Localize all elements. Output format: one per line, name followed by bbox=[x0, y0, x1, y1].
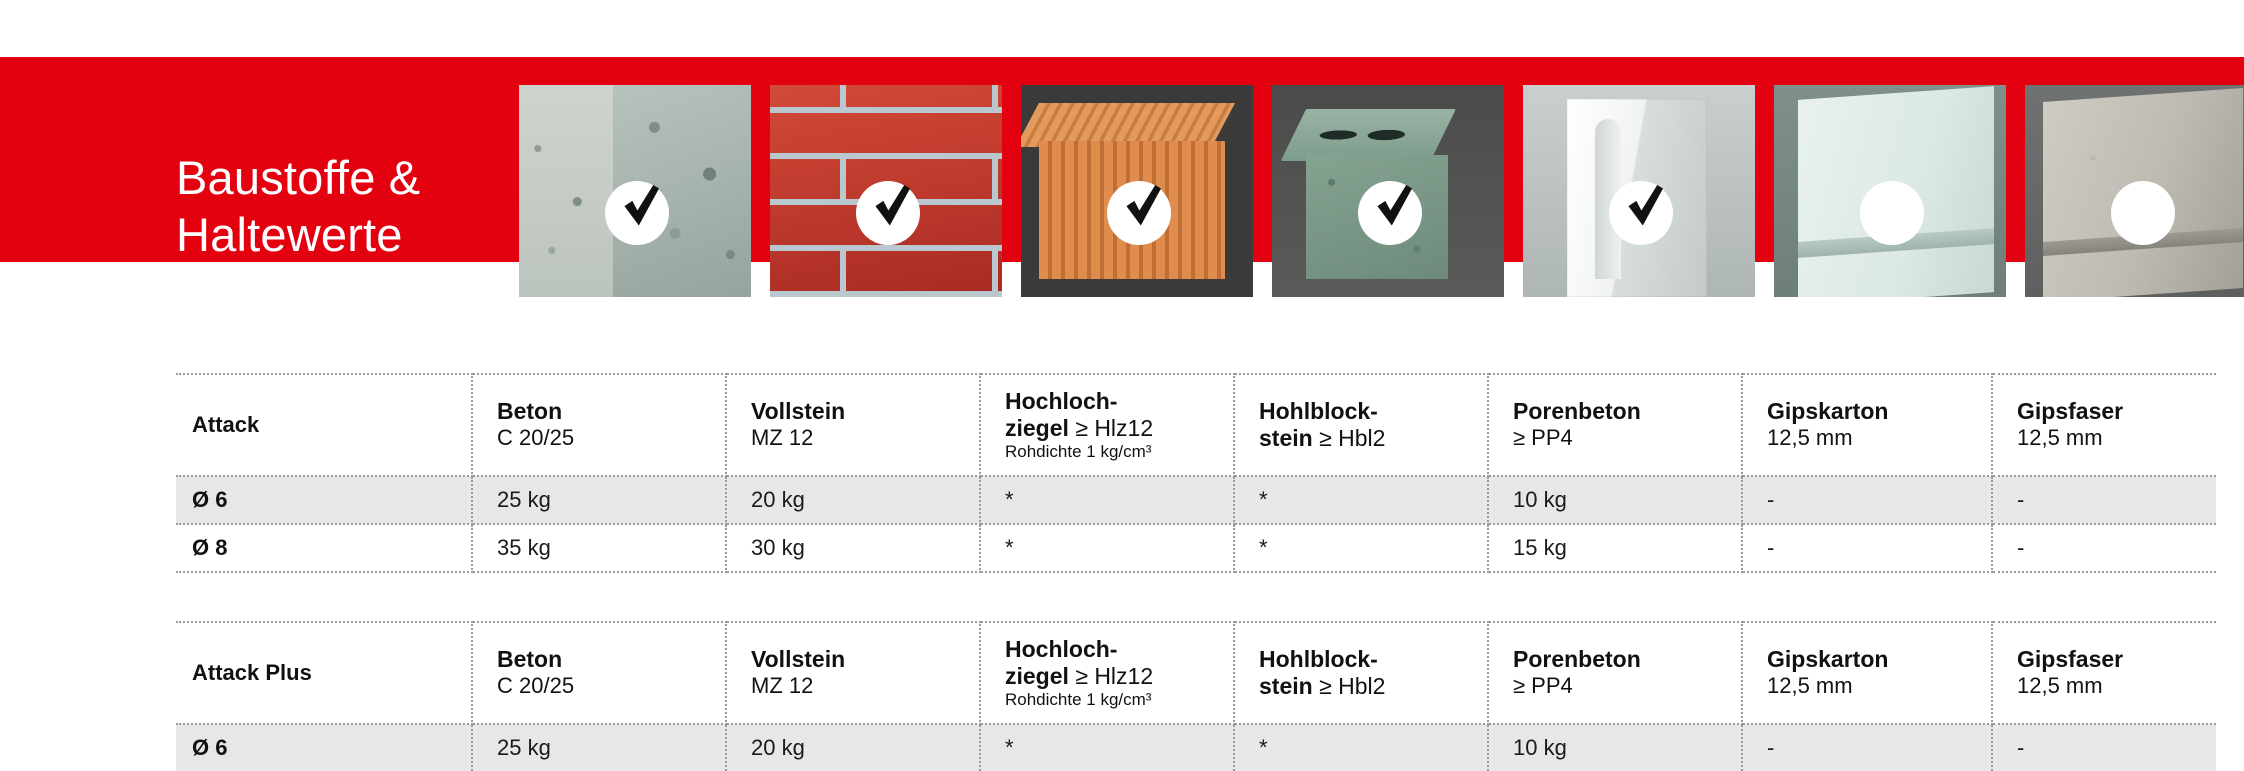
material-card-gipsfaser bbox=[2025, 85, 2244, 297]
table-header-row bbox=[176, 374, 2216, 476]
cell-beton: 25 kg bbox=[472, 724, 726, 771]
column-header-porenbeton: Porenbeton ≥ PP4 bbox=[1488, 622, 1742, 724]
material-card-gipskarton bbox=[1774, 85, 2006, 297]
column-header-hochlochziegel: Hochloch- ziegel ≥ Hlz12 Rohdichte 1 kg/cm³ bbox=[980, 374, 1234, 476]
column-header-hohlblockstein: Hohlblock- stein ≥ Hbl2 bbox=[1234, 374, 1488, 476]
cell-porenbeton: 10 kg bbox=[1488, 724, 1742, 771]
material-card-hochlochziegel bbox=[1021, 85, 1253, 297]
material-card-beton bbox=[519, 85, 751, 297]
cell-hohlblockstein: * bbox=[1234, 476, 1488, 524]
column-header-gipskarton: Gipskarton 12,5 mm bbox=[1742, 374, 1992, 476]
column-header-porenbeton: Porenbeton ≥ PP4 bbox=[1488, 374, 1742, 476]
cell-beton: 25 kg bbox=[472, 476, 726, 524]
cell-hochlochziegel: * bbox=[980, 524, 1234, 572]
check-icon bbox=[1358, 181, 1422, 245]
cell-gipskarton: - bbox=[1742, 724, 1992, 771]
product-name-cell: Attack bbox=[176, 374, 472, 476]
column-header-gipsfaser: Gipsfaser 12,5 mm bbox=[1992, 374, 2216, 476]
table-header-row bbox=[176, 622, 2216, 724]
table-row bbox=[176, 724, 2216, 771]
check-icon bbox=[1107, 181, 1171, 245]
column-header-hohlblockstein: Hohlblock- stein ≥ Hbl2 bbox=[1234, 622, 1488, 724]
material-image-strip bbox=[519, 85, 2244, 297]
check-icon bbox=[605, 181, 669, 245]
cell-porenbeton: 10 kg bbox=[1488, 476, 1742, 524]
row-label: Ø 6 bbox=[176, 724, 472, 771]
cell-hohlblockstein: * bbox=[1234, 724, 1488, 771]
material-card-vollstein bbox=[770, 85, 1002, 297]
cell-gipsfaser: - bbox=[1992, 724, 2216, 771]
column-header-gipskarton: Gipskarton 12,5 mm bbox=[1742, 622, 1992, 724]
table-gap bbox=[176, 573, 2216, 621]
check-icon bbox=[856, 181, 920, 245]
column-header-beton: Beton C 20/25 bbox=[472, 622, 726, 724]
cell-porenbeton: 15 kg bbox=[1488, 524, 1742, 572]
column-header-beton: Beton C 20/25 bbox=[472, 374, 726, 476]
column-header-vollstein: Vollstein MZ 12 bbox=[726, 622, 980, 724]
column-header-gipsfaser: Gipsfaser 12,5 mm bbox=[1992, 622, 2216, 724]
row-label: Ø 8 bbox=[176, 524, 472, 572]
product-name-cell: Attack Plus bbox=[176, 622, 472, 724]
cell-gipsfaser: - bbox=[1992, 476, 2216, 524]
page-title-line1: Baustoffe & bbox=[176, 151, 421, 204]
table-attack bbox=[176, 373, 2216, 573]
page-title-line2: Haltewerte bbox=[176, 208, 403, 262]
material-card-hohlblockstein bbox=[1272, 85, 1504, 297]
page-title bbox=[176, 149, 516, 264]
cell-vollstein: 20 kg bbox=[726, 476, 980, 524]
cell-vollstein: 30 kg bbox=[726, 524, 980, 572]
cell-gipskarton: - bbox=[1742, 476, 1992, 524]
dot-icon bbox=[2111, 181, 2175, 245]
table-row bbox=[176, 476, 2216, 524]
material-card-porenbeton bbox=[1523, 85, 1755, 297]
spec-tables bbox=[176, 373, 2216, 771]
dot-icon bbox=[1860, 181, 1924, 245]
check-icon bbox=[1609, 181, 1673, 245]
cell-beton: 35 kg bbox=[472, 524, 726, 572]
table-row bbox=[176, 524, 2216, 572]
cell-hochlochziegel: * bbox=[980, 476, 1234, 524]
cell-gipskarton: - bbox=[1742, 524, 1992, 572]
table-attack-plus bbox=[176, 621, 2216, 771]
row-label: Ø 6 bbox=[176, 476, 472, 524]
cell-hochlochziegel: * bbox=[980, 724, 1234, 771]
cell-hohlblockstein: * bbox=[1234, 524, 1488, 572]
cell-gipsfaser: - bbox=[1992, 524, 2216, 572]
cell-vollstein: 20 kg bbox=[726, 724, 980, 771]
column-header-hochlochziegel: Hochloch- ziegel ≥ Hlz12 Rohdichte 1 kg/cm³ bbox=[980, 622, 1234, 724]
column-header-vollstein: Vollstein MZ 12 bbox=[726, 374, 980, 476]
